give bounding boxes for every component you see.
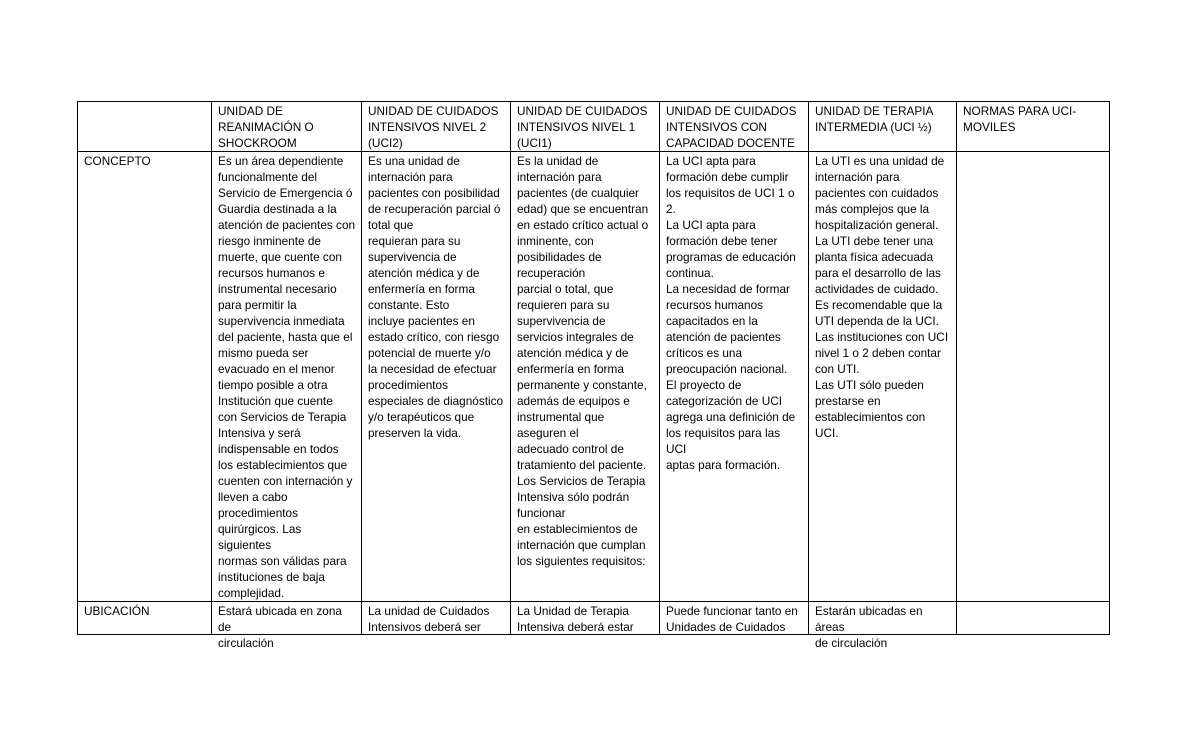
ubicacion-cell-uci-moviles xyxy=(957,602,1110,635)
comparison-table xyxy=(77,101,1110,650)
row-label-concepto: CONCEPTO xyxy=(78,152,212,602)
concepto-cell-shockroom: Es un área dependiente funcionalmente del Servicio de Emergencia ó Guardia destinada a la atención de pacientes con riesgo inminente de muerte, que cuente con recursos humanos e instrumental necesario para permitir la supervivencia inmediata del paciente, hasta que el mismo pueda ser evacuado en el menor tiempo posible a otra Institución que cuente con Servicios de Terapia Intensiva y será indispensable en todos los establecimientos que cuenten con internación y lleven a cabo procedimientos quirúrgicos. Las siguientes normas son válidas para instituciones de baja complejidad. xyxy=(212,152,362,602)
concepto-cell-uci-moviles xyxy=(957,152,1110,602)
header-row xyxy=(78,102,1110,152)
concepto-cell-terapia-intermedia: La UTI es una unidad de internación para pacientes con cuidados más complejos que la hospitalización general. La UTI debe tener una planta física adecuada para el desarrollo de las actividades de cuidado. Es recomendable que la UTI dependa de la UCI. Las instituciones con UCI nivel 1 o 2 deben contar con UTI. Las UTI sólo pueden prestarse en establecimientos con UCI. xyxy=(809,152,957,602)
ubicacion-cell-terapia-intermedia: Estarán ubicadas en áreas de circulación xyxy=(809,602,957,635)
header-cell-shockroom: UNIDAD DE REANIMACIÓN O SHOCKROOM xyxy=(212,102,362,152)
ubicacion-cell-uci1: La Unidad de Terapia Intensiva deberá estar xyxy=(511,602,660,635)
header-cell-uci2: UNIDAD DE CUIDADOS INTENSIVOS NIVEL 2 (UCI2) xyxy=(362,102,511,152)
ubicacion-cell-uci-docente: Puede funcionar tanto en Unidades de Cuidados xyxy=(660,602,809,635)
header-cell-uci1: UNIDAD DE CUIDADOS INTENSIVOS NIVEL 1 (UCI1) xyxy=(511,102,660,152)
ubicacion-cell-shockroom: Estará ubicada en zona de circulación xyxy=(212,602,362,635)
header-cell-uci-docente: UNIDAD DE CUIDADOS INTENSIVOS CON CAPACIDAD DOCENTE xyxy=(660,102,809,152)
header-cell-terapia-intermedia: UNIDAD DE TERAPIA INTERMEDIA (UCI ½) xyxy=(809,102,957,152)
row-label-ubicacion: UBICACIÓN xyxy=(78,602,212,635)
header-cell-empty xyxy=(78,102,212,152)
concepto-cell-uci-docente: La UCI apta para formación debe cumplir los requisitos de UCI 1 o 2. La UCI apta para formación debe tener programas de educación continua. La necesidad de formar recursos humanos capacitados en la atención de pacientes críticos es una preocupación nacional. El proyecto de categorización de UCI agrega una definición de los requisitos para las UCI aptas para formación. xyxy=(660,152,809,602)
table-row-concepto xyxy=(78,152,1110,602)
concepto-cell-uci2: Es una unidad de internación para pacientes con posibilidad de recuperación parcial ó total que requieran para su supervivencia de atención médica y de enfermería en forma constante. Esto incluye pacientes en estado crítico, con riesgo potencial de muerte y/o la necesidad de efectuar procedimientos especiales de diagnóstico y/o terapéuticos que preserven la vida. xyxy=(362,152,511,602)
concepto-cell-uci1: Es la unidad de internación para pacientes (de cualquier edad) que se encuentran en estado crítico actual o inminente, con posibilidades de recuperación parcial o total, que requieren para su supervivencia de servicios integrales de atención médica y de enfermería en forma permanente y constante, además de equipos e instrumental que aseguren el adecuado control de tratamiento del paciente. Los Servicios de Terapia Intensiva sólo podrán funcionar en establecimientos de internación que cumplan los siguientes requisitos: xyxy=(511,152,660,602)
header-cell-uci-moviles: NORMAS PARA UCI- MOVILES xyxy=(957,102,1110,152)
table-row-ubicacion xyxy=(78,602,1110,635)
ubicacion-cell-uci2: La unidad de Cuidados Intensivos deberá ser xyxy=(362,602,511,635)
